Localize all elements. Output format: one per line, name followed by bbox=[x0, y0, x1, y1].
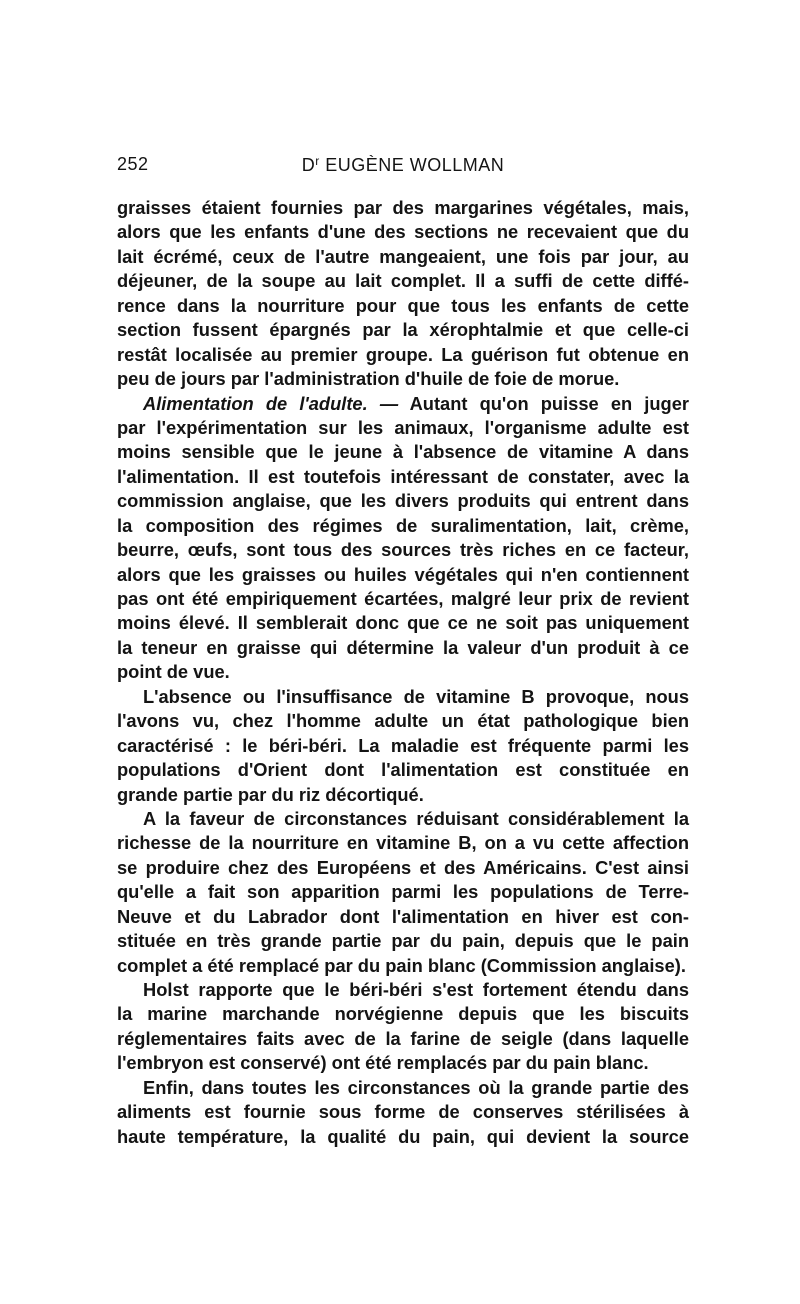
text-line: A la faveur de circonstances réduisant considérablement la bbox=[143, 807, 689, 829]
text-line: alors que les enfants d'une des sections ne recevaient que du bbox=[117, 221, 689, 243]
text-line: point de vue. bbox=[117, 661, 230, 683]
text-line: moins élevé. Il semblerait donc que ce ne soit pas uniquement bbox=[117, 612, 689, 634]
text-line: section fussent épargnés par la xérophtalmie et que celle-ci bbox=[117, 319, 689, 341]
text-line: la composition des régimes de suralimentation, lait, crème, bbox=[117, 514, 689, 536]
text-line: se produire chez des Européens et des Américains. C'est ainsi bbox=[117, 856, 689, 878]
text-line: l'embryon est conservé) ont été remplacés par du pain blanc. bbox=[117, 1052, 649, 1074]
text-line: réglementaires faits avec de la farine de seigle (dans laquelle bbox=[117, 1027, 689, 1049]
text-line: populations d'Orient dont l'alimentation est constituée en bbox=[117, 759, 689, 781]
page-number: 252 bbox=[117, 154, 149, 174]
text-line: l'alimentation. Il est toutefois intéressant de constater, avec la bbox=[117, 465, 689, 487]
text-line: Neuve et du Labrador dont l'alimentation en hiver est con- bbox=[117, 905, 689, 927]
text-line: déjeuner, de la soupe au lait complet. Il a suffi de cette diffé- bbox=[117, 270, 689, 292]
text-line: pas ont été empiriquement écartées, malgré leur prix de revient bbox=[117, 588, 689, 609]
text-line: lait écrémé, ceux de l'autre mangeaient, une fois par jour, au bbox=[117, 245, 689, 267]
text-line: grande partie par du riz décortiqué. bbox=[117, 783, 424, 805]
text-line: aliments est fournie sous forme de conserves stérilisées à bbox=[117, 1101, 689, 1123]
text-line: l'avons vu, chez l'homme adulte un état pathologique bien bbox=[117, 710, 689, 732]
running-head bbox=[117, 154, 689, 184]
text-line: la teneur en graisse qui détermine la valeur d'un produit à ce bbox=[117, 636, 689, 658]
text-line: graisses étaient fournies par des margarines végétales, mais, bbox=[117, 197, 689, 218]
text-line: L'absence ou l'insuffisance de vitamine B provoque, nous bbox=[143, 685, 689, 707]
text-line: la marine marchande norvégienne depuis que les biscuits bbox=[117, 1003, 689, 1025]
text-line: haute température, la qualité du pain, qui devient la source bbox=[117, 1125, 689, 1147]
text-line: par l'expérimentation sur les animaux, l'organisme adulte est bbox=[117, 416, 689, 438]
text-line: Enfin, dans toutes les circonstances où la grande partie des bbox=[143, 1076, 689, 1098]
text-line: alors que les graisses ou huiles végétales qui n'en contiennent bbox=[117, 563, 689, 585]
text-line: Holst rapporte que le béri-béri s'est fortement étendu dans bbox=[143, 979, 689, 1000]
section-heading-italic: Alimentation de l'adulte. — bbox=[143, 392, 399, 414]
running-title bbox=[117, 154, 689, 176]
title-superscript: r bbox=[315, 154, 320, 168]
text-line: caractérisé : le béri-béri. La maladie est fréquente parmi les bbox=[117, 734, 689, 756]
body-text bbox=[117, 196, 689, 1149]
title-name: EUGÈNE WOLLMAN bbox=[319, 155, 505, 175]
text-line: commission anglaise, que les divers produits qui entrent dans bbox=[117, 490, 689, 512]
title-prefix: D bbox=[301, 155, 316, 175]
text-line: qu'elle a fait son apparition parmi les populations de Terre- bbox=[117, 881, 689, 903]
text-line: complet a été remplacé par du pain blanc (Commission anglaise). bbox=[117, 954, 686, 976]
text-line: beurre, œufs, sont tous des sources très riches en ce facteur, bbox=[117, 539, 689, 561]
text-line: stituée en très grande partie par du pain, depuis que le pain bbox=[117, 930, 689, 952]
text-line-rest: Autant qu'on puisse en juger bbox=[409, 392, 689, 414]
text-line: restât localisée au premier groupe. La guérison fut obtenue en bbox=[117, 343, 689, 365]
text-line: rence dans la nourriture pour que tous les enfants de cette bbox=[117, 294, 689, 316]
section-lead-line bbox=[117, 392, 689, 416]
text-line: moins sensible que le jeune à l'absence de vitamine A dans bbox=[117, 441, 689, 463]
text-line: peu de jours par l'administration d'huile de foie de morue. bbox=[117, 368, 620, 390]
text-line: richesse de la nourriture en vitamine B, on a vu cette affection bbox=[117, 832, 689, 854]
